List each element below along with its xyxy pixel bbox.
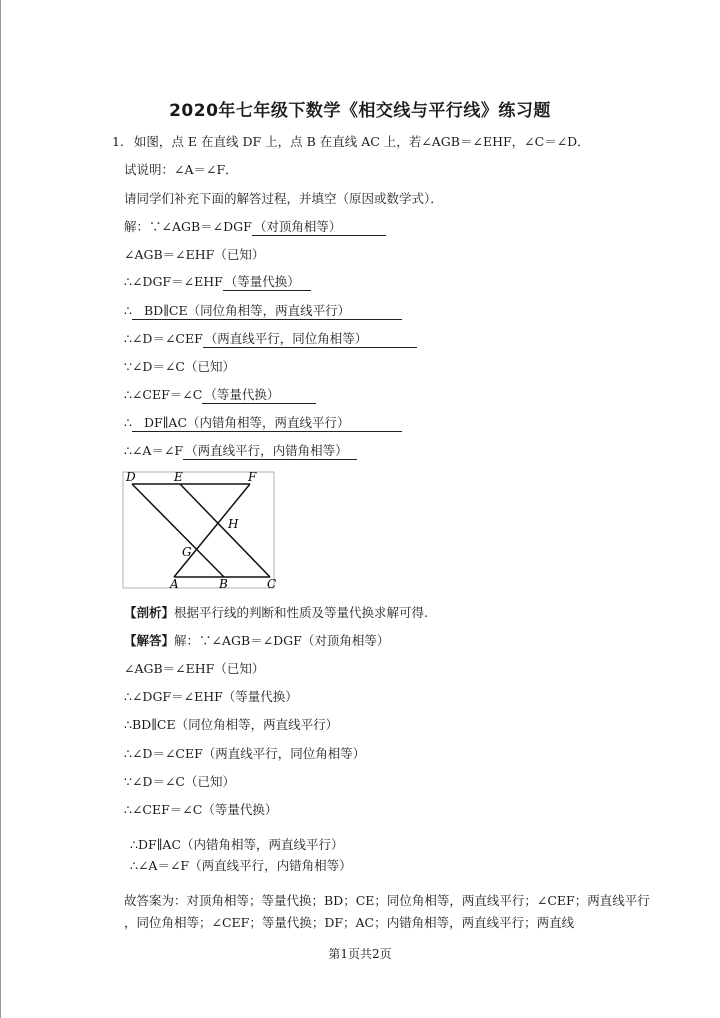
question-instruction: 请同学们补充下面的解答过程，并填空（原因或数学式）． (124, 191, 443, 206)
solution-text: 解：∵∠AGB＝∠DGF（对顶角相等） (174, 633, 390, 648)
geometry-figure (122, 470, 282, 592)
answer-blank: （等量代换） (223, 274, 311, 291)
label-c: C (267, 577, 277, 591)
label-d: D (126, 470, 136, 484)
line-db (132, 484, 224, 577)
answer-blank: （两直线平行，同位角相等） (203, 331, 417, 348)
page-title: 2020年七年级下数学《相交线与平行线》练习题 (169, 101, 551, 121)
line-fa (174, 484, 250, 577)
question-prove: 试说明：∠A＝∠F． (124, 162, 238, 177)
step-1 (124, 219, 386, 236)
question-stem: 如图，点 E 在直线 DF 上，点 B 在直线 AC 上，若∠AGB＝∠EHF，∠C＝∠D． (133, 134, 590, 149)
question-stem-line (112, 134, 590, 150)
answer-blank: DF∥AC（内错角相等，两直线平行） (132, 415, 402, 432)
analysis-line (124, 605, 428, 621)
solution-line-1 (124, 633, 389, 649)
step-text: ∴∠CEF＝∠C (124, 387, 203, 402)
label-b: B (219, 577, 228, 591)
solution-line-4: ∴BD∥CE（同位角相等，两直线平行） (124, 717, 339, 732)
step-3 (124, 274, 311, 291)
step-4 (124, 303, 402, 320)
question-number: 1. (112, 134, 124, 149)
step-text: ∴ (124, 303, 132, 318)
label-f: F (248, 470, 257, 484)
step-text: ∴∠A＝∠F (124, 443, 184, 458)
solution-line-6: ∵∠D＝∠C（已知） (124, 774, 235, 789)
step-text: ∵∠D＝∠C（已知） (124, 359, 235, 374)
step-text: ∴∠DGF＝∠EHF (124, 274, 223, 289)
page-footer: 第1页共2页 (328, 947, 392, 961)
solution-line-9: ∴∠A＝∠F（两直线平行，内错角相等） (130, 858, 352, 873)
label-g: G (182, 545, 192, 559)
label-h: H (228, 517, 239, 531)
answer-blank: （对顶角相等） (252, 219, 386, 236)
figure-frame (123, 472, 274, 588)
label-a: A (170, 577, 179, 591)
step-text: ∴ (124, 415, 132, 430)
solution-line-8: ∴DF∥AC（内错角相等，两直线平行） (130, 837, 344, 852)
answer-summary-line-2: ，同位角相等；∠CEF；等量代换；DF；AC；内错角相等，两直线平行；两直线 (124, 915, 575, 930)
answer-blank: （等量代换） (202, 387, 316, 404)
step-text: ∴∠D＝∠CEF (124, 331, 203, 346)
step-text: 解：∵∠AGB＝∠DGF (124, 219, 252, 234)
step-9 (124, 443, 357, 460)
step-6 (124, 359, 235, 375)
label-e: E (174, 470, 183, 484)
answer-summary-line-1: 故答案为：对顶角相等；等量代换；BD；CE；同位角相等，两直线平行；∠CEF；两直线平行 (124, 893, 650, 908)
step-7 (124, 387, 316, 404)
answer-blank: （两直线平行，内错角相等） (183, 443, 357, 460)
analysis-text: 根据平行线的判断和性质及等量代换求解可得. (174, 605, 428, 620)
step-5 (124, 331, 417, 348)
line-ec (180, 484, 270, 577)
solution-line-2: ∠AGB＝∠EHF（已知） (124, 661, 265, 676)
solution-line-5: ∴∠D＝∠CEF（两直线平行，同位角相等） (124, 746, 366, 761)
step-8 (124, 415, 402, 432)
step-2 (124, 247, 264, 263)
page-edge (0, 0, 1, 1018)
answer-blank: BD∥CE（同位角相等，两直线平行） (132, 303, 402, 320)
solution-line-3: ∴∠DGF＝∠EHF（等量代换） (124, 689, 298, 704)
solution-line-7: ∴∠CEF＝∠C（等量代换） (124, 802, 278, 817)
solution-tag: 【解答】 (124, 633, 175, 648)
analysis-tag: 【剖析】 (124, 605, 175, 620)
step-text: ∠AGB＝∠EHF（已知） (124, 247, 265, 262)
